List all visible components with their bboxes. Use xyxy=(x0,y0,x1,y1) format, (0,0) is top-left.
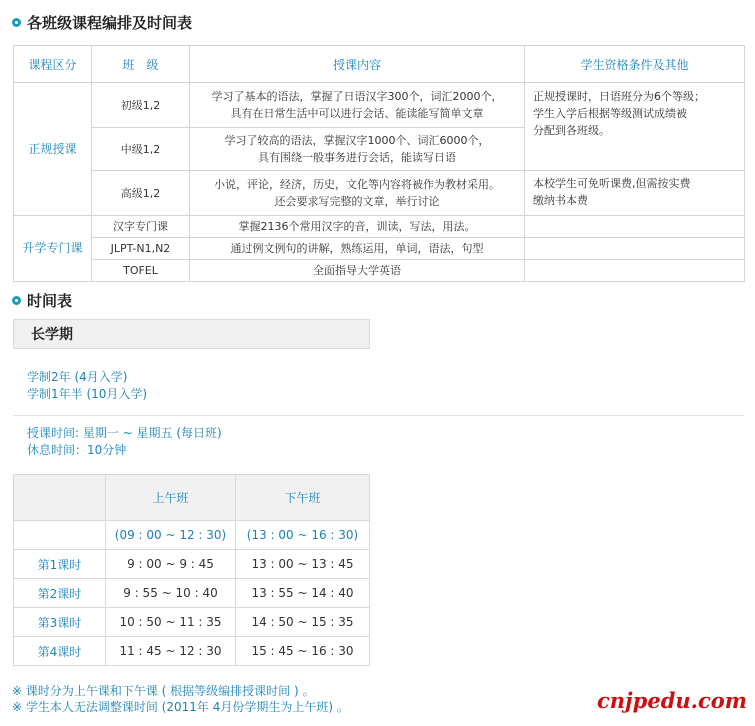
pm-time: 13 : 55 ~ 14 : 40 xyxy=(236,579,370,608)
table-row xyxy=(14,171,745,216)
class-level: 汉字专门课 xyxy=(92,216,190,238)
afternoon-range: (13 : 00 ~ 16 : 30) xyxy=(236,521,370,550)
course-content: 掌握2136个常用汉字的音，训读，写法，用法。 xyxy=(190,216,525,238)
content-line: 具有围绕一般事务进行会话，能读写日语 xyxy=(258,151,456,164)
class-level: TOFEL xyxy=(92,260,190,282)
header-category: 课程区分 xyxy=(14,46,92,83)
timetable xyxy=(13,474,370,666)
timetable-range-row xyxy=(14,521,370,550)
corner-cell xyxy=(14,475,106,521)
note-line: 正规授课时，日语班分为6个等级； xyxy=(533,90,705,103)
enrollment-info xyxy=(27,369,147,403)
enrollment-line: 学制1年半 (10月入学) xyxy=(27,387,148,401)
class-level: 高级1,2 xyxy=(92,171,190,216)
footnote-line: ※ 学生本人无法调整课时间 (2011年 4月份学期生为上午班) 。 xyxy=(12,700,349,714)
pm-time: 13 : 00 ~ 13 : 45 xyxy=(236,550,370,579)
course-table xyxy=(13,45,745,282)
content-line: 学习了较高的语法，掌握汉字1000个、词汇6000个， xyxy=(224,134,490,147)
condition-empty xyxy=(525,260,745,282)
site-watermark: cnjpedu.com xyxy=(597,688,747,713)
period-number: 第4课时 xyxy=(14,637,106,666)
course-content: 全面指导大学英语 xyxy=(190,260,525,282)
footnotes xyxy=(12,683,349,715)
condition-empty xyxy=(525,216,745,238)
header-content: 授课内容 xyxy=(190,46,525,83)
pm-time: 15 : 45 ~ 16 : 30 xyxy=(236,637,370,666)
header-conditions: 学生资格条件及其他 xyxy=(525,46,745,83)
table-row xyxy=(14,550,370,579)
section-title: 各班级课程编排及时间表 xyxy=(27,13,193,32)
class-level: 中级1,2 xyxy=(92,128,190,171)
condition-note xyxy=(525,83,745,171)
table-row xyxy=(14,260,745,282)
table-row xyxy=(14,579,370,608)
section-title: 时间表 xyxy=(27,291,73,310)
am-time: 11 : 45 ~ 12 : 30 xyxy=(106,637,236,666)
note-line: 缴纳书本费 xyxy=(533,194,588,207)
course-content xyxy=(190,128,525,171)
table-row xyxy=(14,238,745,260)
circle-bullet-icon xyxy=(12,18,21,27)
corner-cell xyxy=(14,521,106,550)
schedule-line: 休息时间：10分钟 xyxy=(27,443,127,457)
header-morning: 上午班 xyxy=(106,475,236,521)
course-table-header xyxy=(14,46,745,83)
enrollment-line: 学制2年 (4月入学) xyxy=(27,370,128,384)
class-level: JLPT-N1,N2 xyxy=(92,238,190,260)
footnote-line: ※ 课时分为上午课和下午课 ( 根据等级编排授课时间 ) 。 xyxy=(12,684,315,698)
am-time: 9 : 55 ~ 10 : 40 xyxy=(106,579,236,608)
course-content xyxy=(190,83,525,128)
content-line: 具有在日常生活中可以进行会话、能读能写简单文章 xyxy=(230,107,484,120)
table-row xyxy=(14,216,745,238)
am-time: 9 : 00 ~ 9 : 45 xyxy=(106,550,236,579)
category-regular: 正规授课 xyxy=(14,83,92,216)
section-heading-timetable xyxy=(12,290,72,310)
table-row xyxy=(14,83,745,128)
am-time: 10 : 50 ~ 11 : 35 xyxy=(106,608,236,637)
timetable-header xyxy=(14,475,370,521)
note-line: 分配到各班级。 xyxy=(533,124,610,137)
content-line: 小说，评论，经济，历史，文化等内容将被作为教材采用。 xyxy=(214,178,500,191)
course-content: 通过例文例句的讲解，熟练运用，单词，语法，句型 xyxy=(190,238,525,260)
category-prep: 升学专门课 xyxy=(14,216,92,282)
content-line: 学习了基本的语法，掌握了日语汉字300个，词汇2000个， xyxy=(211,90,503,103)
condition-note xyxy=(525,171,745,216)
course-content xyxy=(190,171,525,216)
schedule-line: 授课时间: 星期一 ~ 星期五 (每日班) xyxy=(27,426,222,440)
divider xyxy=(13,415,744,416)
note-line: 学生入学后根据等级测试成绩被 xyxy=(533,107,687,120)
content-line: 还会要求写完整的文章，举行讨论 xyxy=(274,195,440,208)
header-class: 班 级 xyxy=(92,46,190,83)
period-label: 长学期 xyxy=(13,319,370,349)
morning-range: (09 : 00 ~ 12 : 30) xyxy=(106,521,236,550)
period-number: 第1课时 xyxy=(14,550,106,579)
circle-bullet-icon xyxy=(12,296,21,305)
header-afternoon: 下午班 xyxy=(236,475,370,521)
note-line: 本校学生可免听课费,但需按实费 xyxy=(533,177,691,190)
condition-empty xyxy=(525,238,745,260)
pm-time: 14 : 50 ~ 15 : 35 xyxy=(236,608,370,637)
section-heading-courses xyxy=(12,12,192,32)
schedule-info xyxy=(27,425,222,459)
table-row xyxy=(14,637,370,666)
table-row xyxy=(14,608,370,637)
period-number: 第3课时 xyxy=(14,608,106,637)
class-level: 初级1,2 xyxy=(92,83,190,128)
period-number: 第2课时 xyxy=(14,579,106,608)
